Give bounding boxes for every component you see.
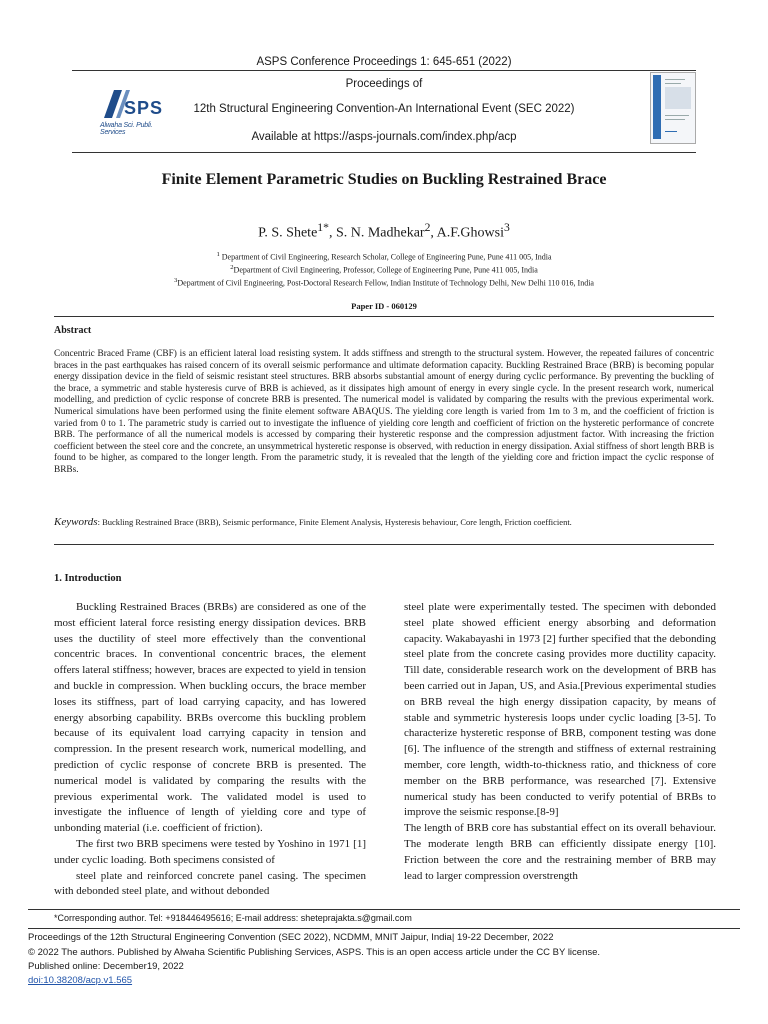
text-column-left [54,600,366,900]
divider [54,544,714,545]
keywords [54,516,714,528]
affiliation-text: Department of Civil Engineering, Research Scholar, College of Engineering Pune, Pune 411 005, India [219,252,552,262]
footer-license: © 2022 The authors. Published by Alwaha Scientific Publishing Services, ASPS. This is an open access article under the CC BY license. [28,947,601,958]
available-at-link[interactable]: Available at https://asps-journals.com/index.php/acp [251,131,517,143]
affiliation [0,264,768,275]
paragraph: steel plate were experimentally tested. The specimen with debonded steel plate showed efficient energy absorbing and deformation capacity. Wakabayashi in 1973 [2] further specified that the debonding steel plate from the concrete casing provides more ductility capacity. Till date, considerable research work on the development of BRB has been carried out in Japan, US, and Asia.[Previous experimental studies on BRB reveal the high energy dissipation capacity, by means of stable and symmetric hysteresis loops under cyclic loading [3-5]. To characterize hysteretic response of BRB, component testing was done [6]. The influence of the strength and stiffness of external restraining member, core length, width-to-thickness ratio, and thickness of core member on the BRB performance, was researched [7]. Extensive numerical study has been conducted to verify potential of BRBs to improve the seismic response.[8-9] [404,601,716,819]
paragraph: The first two BRB specimens were tested by Yoshino in 1971 [1] under cyclic loading. Both specimens consisted of [54,837,366,866]
author-list [0,221,768,242]
divider [28,928,740,929]
doi-link[interactable]: doi:10.38208/acp.v1.565 [28,975,133,986]
paragraph: steel plate and reinforced concrete panel casing. The specimen with debonded steel plate, and without debonded [54,869,366,898]
text-column-right [404,600,716,884]
abstract-body: Concentric Braced Frame (CBF) is an efficient lateral load resisting system. It adds stiffness and strength to the structural system. However, the repeated failures of concentric braces in the past earthquakes has raised concern of its overall seismic performance and ultimate deformation capacity. Buckling Restrained Brace (BRB) is becoming popular energy dissipation device in the field of seismic resistant steel structures. BRB absorbs substantial amount of energy during cyclic performance. By preventing the buckling of the brace, a symmetric and stable hysteresis curve of BRB is achieved, as it dissipates high amount of energy in every single cycle. In the present research work, numerical modelling, and prediction of cyclic response of concrete BRB is presented. The numerical model is validated by comparing the results with the previous experimental work. Numerical simulations have been performed using the finite element software ABAQUS. The yielding core length is varied from 1m to 3 m, and the coefficient of friction is varied from 0 to 1. The parametric study is carried out to investigate the influence of yielding core length and coefficient of friction on the hysteretic performance of concrete BRB. The performance of all the numerical models is accessed by comparing their hysteretic response and the compression adjustment factor. With increasing the friction coefficient between the steel core and the concrete, an unsymmetrical hysteretic response is observed, with reduction in energy dissipation. Axial stiffness of short length BRB is found to be higher, as compared to the longer length. From the parametric study, it is revealed that the length of the yielding core and friction impact the cyclic response of BRBs. [54,349,714,475]
keywords-label: Keywords [54,516,98,528]
paper-title: Finite Element Parametric Studies on Buckling Restrained Brace [161,171,607,188]
proceedings-of: Proceedings of [345,78,423,90]
event-title: 12th Structural Engineering Convention-An International Event (SEC 2022) [193,103,575,115]
paper-id: Paper ID - 060129 [351,301,417,311]
affiliation-sup: 3 [174,277,178,284]
keywords-text: : Buckling Restrained Brace (BRB), Seismic performance, Finite Element Analysis, Hysteresis behaviour, Core length, Friction coefficient. [97,517,572,527]
divider [72,152,696,153]
paragraph: Buckling Restrained Braces (BRBs) are considered as one of the most efficient lateral force resisting energy dissipation devices. BRB uses the ductility of steel more effectively than the conventional concentric braces. In conventional concentric braces, the element offers lateral stiffness; however, braces are expected to yield in tension and buckle in compression. When buckling occurs, the brace member loses its stiffness, part of load carrying capacity, and has lowered energy absorbing capability. BRBs overcome this buckling problem because of its equivalent load carrying capacity in tension and compression. In the present research work, numerical modelling, and prediction of cyclic response of concrete BRB is presented. The numerical model is validated by comparing the results with the previous experimental work. The validated model is used to investigate the influence of length of yielding core and type of unbonding material (i.e. coefficient of friction). [54,601,366,835]
affiliation [0,277,768,288]
divider [54,316,714,317]
journal-citation: ASPS Conference Proceedings 1: 645-651 (2022) [256,56,512,68]
corresponding-author-note: *Corresponding author. Tel: +918446495616; E-mail address: sheteprajakta.s@gmail.com [54,913,412,923]
author-sup: 1* [317,221,329,234]
author-name: P. S. Shete [258,225,318,241]
affiliation-sup: 2 [230,264,234,271]
author-name: A.F.Ghowsi [436,225,504,241]
affiliation-text: Department of Civil Engineering, Professor, College of Engineering Pune, Pune 411 005, India [233,265,538,275]
footer-published: Published online: December19, 2022 [28,961,184,972]
journal-cover-thumbnail [650,72,696,144]
divider [72,70,696,71]
paragraph: The length of BRB core has substantial effect on its overall behaviour. The moderate length BRB can efficiently dissipate energy [10]. Friction between the core and the restraining member of BRB may lead to larger compression overstrength [404,822,716,882]
footer-doi [28,975,132,986]
affiliation-text: Department of Civil Engineering, Post-Doctoral Research Fellow, Indian Institute of Technology Delhi, New Delhi 110 016, India [177,278,594,288]
svg-text:SPS: SPS [124,98,164,118]
author-separator: , [328,225,336,241]
author-sup: 2 [424,221,431,234]
author-separator: , [430,225,437,241]
abstract-heading: Abstract [54,325,92,336]
affiliation-sup: 1 [216,251,220,258]
affiliation [0,251,768,262]
footer-proceedings: Proceedings of the 12th Structural Engineering Convention (SEC 2022), NCDMM, MNIT Jaipur, India| 19-22 December, 2022 [28,932,554,943]
author-name: S. N. Madhekar [335,225,425,241]
author-sup: 3 [504,221,510,234]
logo-caption: Alwaha Sci. Publi. Services [100,122,153,136]
divider [28,909,740,910]
section-heading: 1. Introduction [54,573,122,584]
